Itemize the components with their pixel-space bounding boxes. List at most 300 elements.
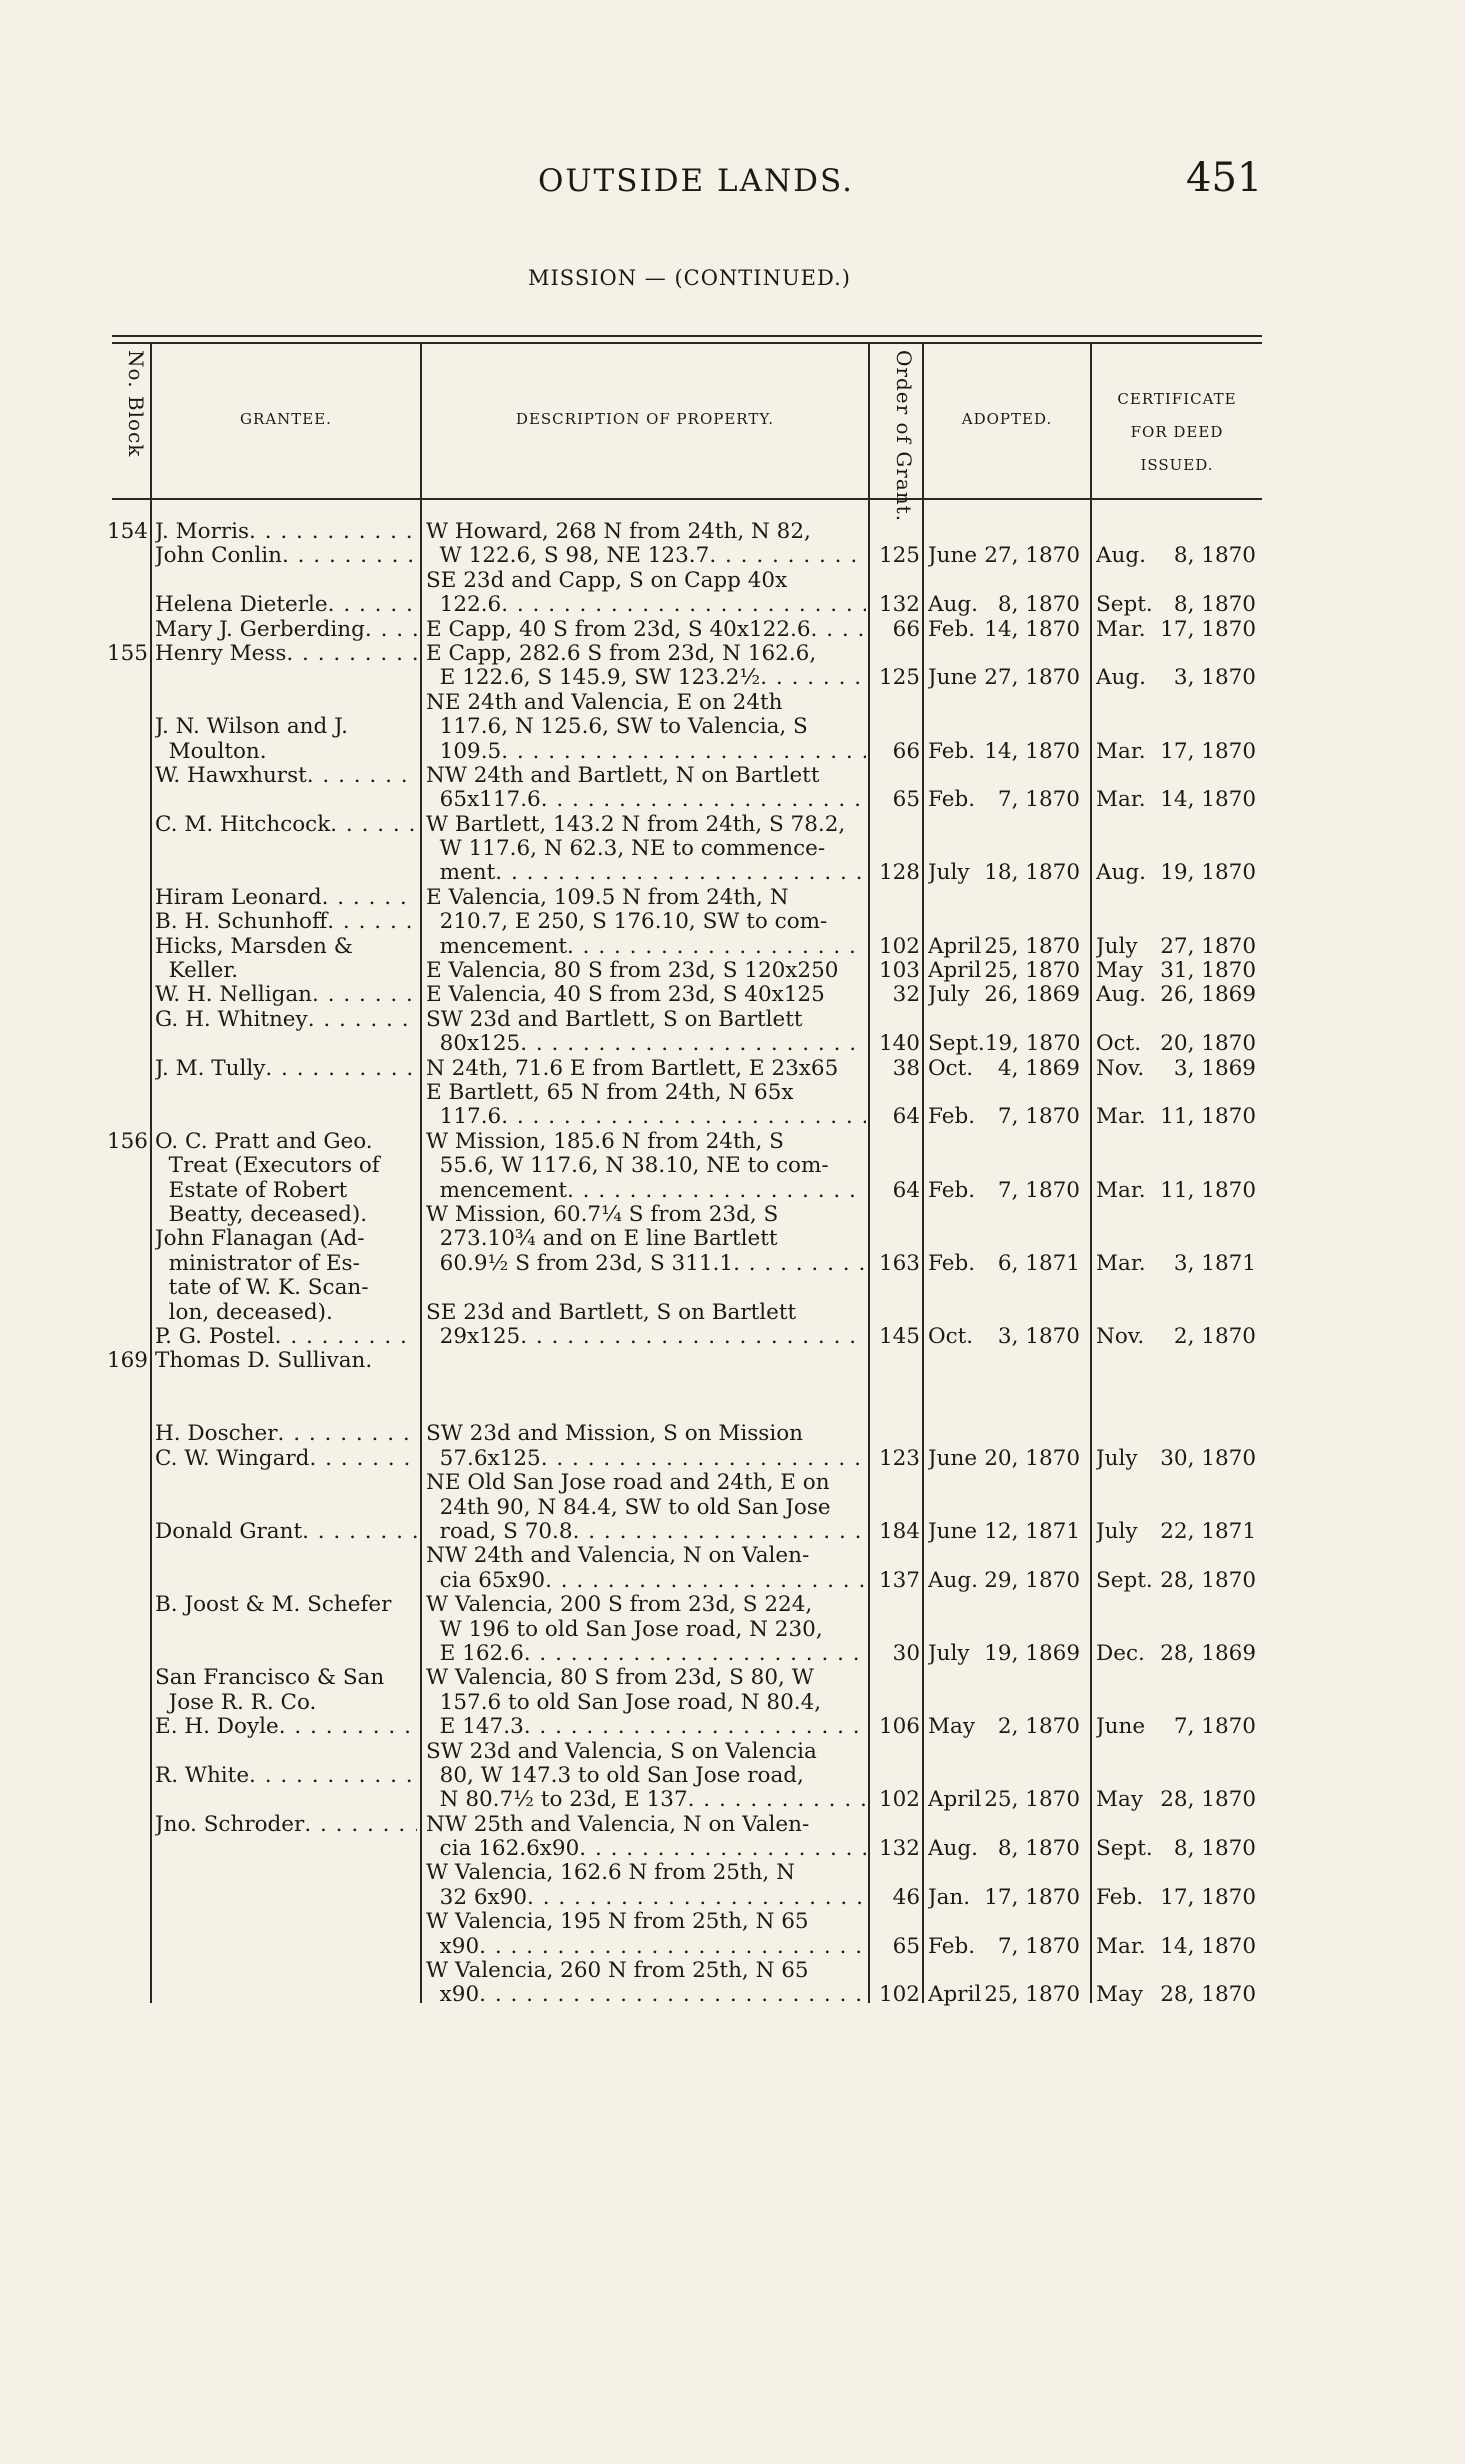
adopted-date-day-year: 25, 1870 [984,1983,1080,2008]
grantee-line [155,1447,417,1471]
certificate-date-month: May [1096,1983,1143,2008]
table-top-rule [112,335,1262,337]
adopted-date [928,1179,1086,1203]
certificate-date [1096,959,1262,983]
blank-line [874,1471,920,1495]
header-description: DESCRIPTION OF PROPERTY. [515,410,775,428]
blank-line [928,1154,1086,1178]
certificate-date-month: Mar. [1096,788,1146,813]
certificate-date [1096,1886,1262,1910]
adopted-date-month: Oct. [928,1056,974,1081]
blank-line [155,691,417,715]
grantee-line-text: W. Hawxhurst [155,763,307,788]
blank-line [928,1910,1086,1934]
description-line: E Valencia, 80 S from 23d, S 120x250 [426,959,839,984]
description-line [426,1105,866,1129]
blank-line [104,1983,148,2007]
blank-line [1096,1666,1262,1690]
dot-leader [322,886,417,910]
block-number: 156 [106,1129,148,1154]
certificate-date [1096,1520,1262,1544]
description-line: W 117.6, N 62.3, NE to commence- [426,837,826,862]
certificate-date-day-year: 7, 1870 [1173,1715,1256,1740]
certificate-date-day-year: 3, 1869 [1173,1056,1256,1081]
description-line [426,1886,866,1910]
order-number: 103 [878,959,920,984]
blank-line [874,1081,920,1105]
description-line [426,788,866,812]
blank-line [104,1227,148,1251]
grantee-line [155,1764,417,1788]
blank-line [928,1276,1086,1300]
dot-leader [302,1520,417,1544]
blank-line [104,1569,148,1593]
blank-line [426,1374,866,1398]
certificate-date [1096,1057,1262,1081]
blank-line [1096,715,1262,739]
certificate-date-month: May [1096,959,1143,984]
description-line: E Bartlett, 65 N from 24th, N 65x [426,1080,794,1105]
blank-line [874,520,920,544]
description-line [426,1520,866,1544]
dot-leader [327,910,417,934]
divider-adopted [1090,343,1092,2003]
description-line-text: E Capp, 40 S from 23d, S 40x122.6 [426,617,811,642]
certificate-date-day-year: 28, 1869 [1160,1641,1256,1666]
adopted-date-day-year: 20, 1870 [984,1446,1080,1471]
blank-line [1096,1691,1262,1715]
grantee-line-text: J. M. Tully [155,1056,266,1081]
dot-leader [520,1325,866,1349]
grantee-line [155,520,417,544]
dot-leader [479,1935,866,1959]
adopted-date [928,1642,1086,1666]
description-line-text: 32 6x90 [426,1885,528,1910]
blank-line [155,788,417,812]
adopted-date-day-year: 18, 1870 [984,861,1080,886]
blank-line [104,1105,148,1129]
description-line-text: W 122.6, S 98, NE 123.7 [426,544,710,569]
grantee-line [155,1008,417,1032]
blank-line [1096,1203,1262,1227]
dot-leader [545,1569,866,1593]
blank-line [874,1227,920,1251]
certificate-date-month: June [1096,1715,1146,1740]
dot-leader [527,1886,866,1910]
blank-line [104,691,148,715]
grantee-line [155,1715,417,1739]
order-number: 125 [878,544,920,569]
adopted-date [928,1983,1086,2007]
blank-line [104,1715,148,1739]
description-line: 273.10¾ and on E line Bartlett [426,1227,778,1252]
certificate-date-day-year: 8, 1870 [1173,593,1256,618]
adopted-date [928,1788,1086,1812]
adopted-date-day-year: 14, 1870 [984,739,1080,764]
description-line: SE 23d and Bartlett, S on Bartlett [426,1300,797,1325]
adopted-date-month: Sept. [928,1032,985,1057]
blank-line [1096,1764,1262,1788]
grantee-line-text: John Conlin [155,544,282,569]
certificate-date-month: Nov. [1096,1056,1145,1081]
blank-line [1096,1227,1262,1251]
certificate-date-month: July [1096,1520,1138,1545]
adopted-date-month: April [928,1983,982,2008]
blank-line [155,1983,417,2007]
certificate-date [1096,1032,1262,1056]
description-line [426,1179,866,1203]
dot-leader [278,1422,417,1446]
blank-line [928,1813,1086,1837]
adopted-date-month: Feb. [928,1251,976,1276]
certificate-date-month: Nov. [1096,1324,1145,1349]
blank-line [104,837,148,861]
blank-line [155,1081,417,1105]
blank-line [155,1740,417,1764]
blank-line [874,1496,920,1520]
grantee-line [155,764,417,788]
description-line: E Valencia, 40 S from 23d, S 40x125 [426,983,825,1008]
blank-line [104,1496,148,1520]
certificate-date-day-year: 17, 1870 [1160,617,1256,642]
description-line-text: 29x125 [426,1324,521,1349]
adopted-date [928,666,1086,690]
blank-line [928,1666,1086,1690]
description-line: 24th 90, N 84.4, SW to old San Jose [426,1495,831,1520]
certificate-date-day-year: 28, 1870 [1160,1788,1256,1813]
certificate-date-day-year: 11, 1870 [1160,1105,1256,1130]
description-line-text: 117.6 [426,1105,502,1130]
adopted-date [928,1252,1086,1276]
blank-line [928,1471,1086,1495]
grantee-line-text: Henry Mess [155,641,287,666]
blank-line [874,715,920,739]
grantee-line: J. N. Wilson and J. [155,715,348,740]
description-line [426,861,866,885]
blank-line [1096,1398,1262,1422]
grantee-line [155,642,417,666]
grantee-line-text: Hiram Leonard [155,885,322,910]
description-line: W Mission, 60.7¼ S from 23d, S [426,1202,779,1227]
description-line [426,1715,866,1739]
blank-line [874,1740,920,1764]
description-line: NW 24th and Bartlett, N on Bartlett [426,763,820,788]
adopted-date-month: Feb. [928,1934,976,1959]
dot-leader [541,788,866,812]
adopted-date [928,544,1086,568]
certificate-date [1096,666,1262,690]
blank-line [874,1593,920,1617]
header-certificate-line: FOR DEED [1130,423,1224,441]
adopted-date-day-year: 8, 1870 [997,593,1080,618]
blank-line [155,1569,417,1593]
certificate-date-day-year: 11, 1870 [1160,1178,1256,1203]
certificate-date-month: May [1096,1788,1143,1813]
divider-order [922,343,924,2003]
description-line-text: cia 65x90 [426,1568,546,1593]
grantee-line-text: J. Morris [155,520,250,544]
adopted-date [928,935,1086,959]
adopted-date-day-year: 3, 1870 [997,1324,1080,1349]
adopted-date-month: June [928,1446,978,1471]
dot-leader [573,1520,866,1544]
adopted-date [928,618,1086,642]
blank-line [155,1642,417,1666]
adopted-date-month: July [928,861,970,886]
blank-line [928,1301,1086,1325]
blank-line [874,813,920,837]
certificate-date-month: Mar. [1096,1105,1146,1130]
page-title: OUTSIDE LANDS. [538,163,854,199]
blank-line [104,1203,148,1227]
header-adopted: ADOPTED. [961,410,1053,428]
column-adopted [928,520,1086,2008]
description-line [426,1447,866,1471]
adopted-date-day-year: 8, 1870 [997,1837,1080,1862]
dot-leader [501,1105,866,1129]
description-line: 80, W 147.3 to old San Jose road, [426,1763,804,1788]
adopted-date-day-year: 7, 1870 [997,788,1080,813]
adopted-date [928,1032,1086,1056]
blank-line [104,1788,148,1812]
blank-line [104,1154,148,1178]
description-line: SW 23d and Mission, S on Mission [426,1422,803,1447]
description-line-text: road, S 70.8 [426,1520,573,1545]
certificate-date [1096,740,1262,764]
blank-line [155,837,417,861]
blank-line [104,1032,148,1056]
description-line [426,1252,866,1276]
blank-line [155,1788,417,1812]
blank-line [155,1471,417,1495]
blank-line [426,1276,866,1300]
description-line [426,1983,866,2007]
column-certificate [1096,520,1262,2008]
dot-leader [567,935,866,959]
blank-line [928,813,1086,837]
adopted-date [928,788,1086,812]
description-line: N 24th, 71.6 E from Bartlett, E 23x65 [426,1056,839,1081]
adopted-date [928,861,1086,885]
blank-line [874,1813,920,1837]
blank-line [928,1740,1086,1764]
blank-line [1096,1496,1262,1520]
dot-leader [309,1447,417,1471]
description-line: 210.7, E 250, S 176.10, SW to com- [426,910,828,935]
certificate-date [1096,1788,1262,1812]
description-line-text: x90 [426,1934,480,1959]
certificate-date-month: Aug. [1096,983,1146,1008]
blank-line [874,1301,920,1325]
blank-line [874,1276,920,1300]
adopted-date-day-year: 25, 1870 [984,1788,1080,1813]
blank-line [874,1008,920,1032]
grantee-line-text: W. H. Nelligan [155,983,313,1008]
adopted-date [928,1325,1086,1349]
order-number: 132 [878,593,920,618]
certificate-date-day-year: 17, 1870 [1160,1885,1256,1910]
grantee-line: B. Joost & M. Schefer [155,1593,392,1618]
adopted-date-day-year: 19, 1870 [984,1032,1081,1057]
certificate-date-month: Oct. [1096,1032,1142,1057]
description-line-text: mencement [426,934,567,959]
adopted-date-day-year: 7, 1870 [997,1934,1080,1959]
blank-line [928,1691,1086,1715]
certificate-date [1096,1715,1262,1739]
blank-line [104,666,148,690]
blank-line [104,715,148,739]
certificate-date [1096,1252,1262,1276]
description-line-text: x90 [426,1983,480,2008]
description-line-text: cia 162.6x90 [426,1837,580,1862]
grantee-line: Moulton. [155,739,267,764]
description-line: W Valencia, 200 S from 23d, S 224, [426,1593,813,1618]
header-order: Order of Grant. [892,350,916,523]
adopted-date [928,1715,1086,1739]
order-number: 46 [892,1885,920,1910]
adopted-date-month: June [928,1520,978,1545]
dot-leader [328,593,417,617]
description-line-text: 65x117.6 [426,788,541,813]
section-title: MISSION — (CONTINUED.) [528,266,851,290]
column-grantee [155,520,417,2008]
grantee-line: tate of W. K. Scan- [155,1276,369,1301]
description-line: W 196 to old San Jose road, N 230, [426,1617,823,1642]
adopted-date-month: Feb. [928,1105,976,1130]
blank-line [928,1130,1086,1154]
certificate-date-month: Dec. [1096,1641,1145,1666]
blank-line [1096,1374,1262,1398]
adopted-date [928,1935,1086,1959]
blank-line [1096,886,1262,910]
description-line: W Howard, 268 N from 24th, N 82, [426,520,811,544]
blank-line [928,1398,1086,1422]
blank-line [104,1374,148,1398]
order-number: 65 [892,1934,920,1959]
dot-leader [495,861,866,885]
certificate-date [1096,1935,1262,1959]
blank-line [874,1691,920,1715]
description-line-text: 109.5 [426,739,502,764]
certificate-date-month: Aug. [1096,861,1146,886]
order-number: 64 [892,1105,920,1130]
grantee-line [155,1520,417,1544]
blank-line [928,642,1086,666]
blank-line [104,1959,148,1983]
block-number: 155 [106,641,148,666]
grantee-line: Treat (Executors of [155,1154,380,1179]
grantee-line [155,1057,417,1081]
blank-line [1096,569,1262,593]
column-order-of-grant [874,520,920,2008]
description-line [426,1032,866,1056]
certificate-date-month: July [1096,934,1138,959]
blank-line [155,569,417,593]
blank-line [1096,813,1262,837]
blank-line [155,1398,417,1422]
certificate-date-day-year: 30, 1870 [1160,1446,1256,1471]
blank-line [104,1252,148,1276]
dot-leader [541,1447,866,1471]
order-number: 123 [878,1446,920,1471]
adopted-date-month: Feb. [928,1178,976,1203]
grantee-line: Jose R. R. Co. [155,1690,317,1715]
certificate-date [1096,1447,1262,1471]
blank-line [928,1008,1086,1032]
adopted-date-month: Feb. [928,739,976,764]
order-number: 184 [878,1520,920,1545]
adopted-date [928,1837,1086,1861]
adopted-date-month: Jan. [928,1885,971,1910]
grantee-line [155,886,417,910]
blank-line [104,1837,148,1861]
grantee-line [155,1813,417,1837]
certificate-date-month: July [1096,1446,1138,1471]
description-line-text: 60.9½ S from 23d, S 311.1 [426,1251,734,1276]
blank-line [1096,1740,1262,1764]
adopted-date-month: April [928,934,982,959]
order-number: 102 [878,934,920,959]
description-line: SE 23d and Capp, S on Capp 40x [426,568,788,593]
blank-line [1096,1081,1262,1105]
blank-line [155,1837,417,1861]
adopted-date [928,959,1086,983]
order-number: 38 [892,1056,920,1081]
blank-line [1096,910,1262,934]
blank-line [155,1544,417,1568]
blank-line [104,544,148,568]
divider-description [868,343,870,2003]
certificate-date [1096,1325,1262,1349]
description-line-text: E 122.6, S 145.9, SW 123.2½ [426,666,761,691]
blank-line [874,642,920,666]
blank-line [104,1691,148,1715]
description-line: W Valencia, 80 S from 23d, S 80, W [426,1666,814,1691]
grantee-line [155,618,417,642]
blank-line [928,1227,1086,1251]
certificate-date-day-year: 8, 1870 [1173,544,1256,569]
blank-line [1096,691,1262,715]
grantee-line: lon, deceased). [155,1300,333,1325]
grantee-line-text: G. H. Whitney [155,1007,308,1032]
certificate-date-day-year: 19, 1870 [1160,861,1256,886]
blank-line [104,1520,148,1544]
blank-line [1096,1861,1262,1885]
description-line: NE Old San Jose road and 24th, E on [426,1471,830,1496]
grantee-line: Estate of Robert [155,1178,348,1203]
adopted-date-day-year: 7, 1870 [997,1178,1080,1203]
blank-line [104,910,148,934]
grantee-line-text: Helena Dieterle [155,593,328,618]
certificate-date-day-year: 8, 1870 [1173,1837,1256,1862]
certificate-date [1096,544,1262,568]
blank-line [1096,1130,1262,1154]
certificate-date-month: Mar. [1096,617,1146,642]
dot-leader [688,1788,866,1812]
grantee-line [155,544,417,568]
description-line [426,1325,866,1349]
certificate-date-month: Aug. [1096,666,1146,691]
certificate-date [1096,1983,1262,2007]
dot-leader [307,764,417,788]
blank-line [104,1618,148,1642]
dot-leader [265,1057,417,1081]
order-number: 102 [878,1788,920,1813]
blank-line [1096,764,1262,788]
adopted-date-day-year: 25, 1870 [984,934,1080,959]
blank-line [874,1154,920,1178]
description-line [426,740,866,764]
